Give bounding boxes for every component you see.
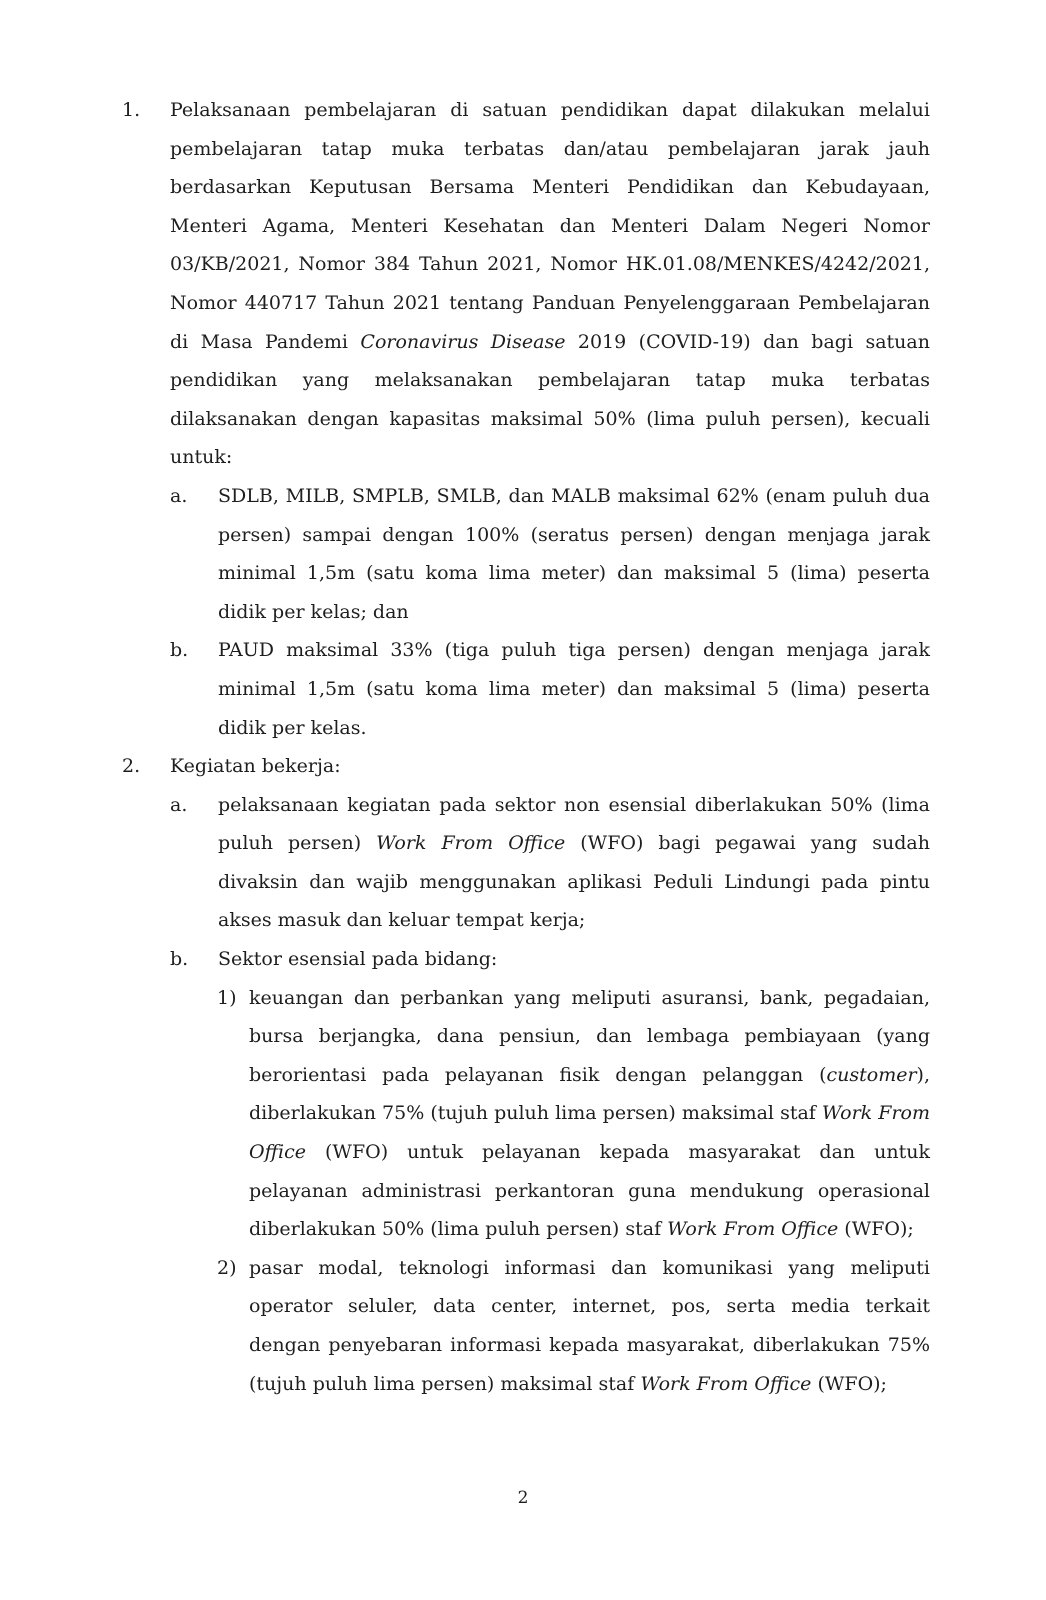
paragraph: Kegiatan bekerja: xyxy=(170,755,341,778)
paragraph xyxy=(249,1249,930,1403)
paragraph-text: pelaksanaan kegiatan pada sektor non esensial diberlakukan 50% (lima puluh persen) xyxy=(218,793,930,855)
italic-term: Work From Office xyxy=(640,1372,812,1395)
italic-term: Work From Office xyxy=(667,1218,839,1241)
list-marker: a. xyxy=(170,793,188,816)
paragraph-text: keuangan dan perbankan yang meliputi asuransi, bank, pegadaian, bursa berjangka, dana pensiun, dan lembaga pembiayaan (yang berorientasi pada pelayanan fisik dengan pelanggan ( xyxy=(249,986,930,1086)
list-marker: b. xyxy=(170,639,189,662)
italic-term: customer xyxy=(826,1063,917,1086)
page-number: 2 xyxy=(517,1488,529,1508)
paragraph xyxy=(170,91,930,477)
paragraph xyxy=(218,786,930,940)
list-marker: b. xyxy=(170,948,189,971)
paragraph-text: HK.01.08/MENKES/4242/2021, Nomor 440717 Tahun 2021 tentang Panduan Penyelenggaraan Pembelajaran di Masa Pandemi xyxy=(170,253,931,353)
italic-term: Coronavirus Disease xyxy=(360,330,566,353)
paragraph-text: Pelaksanaan pembelajaran di satuan pendidikan dapat dilakukan melalui pembelajaran tatap muka terbatas dan/atau pembelajaran jarak jauh berdasarkan Keputusan Bersama Menteri Pendidikan dan Kebudayaan, Menteri Agama, Menteri Kesehatan dan Menteri Dalam Negeri Nomor 03/KB/2021, Nomor 384 Tahun 2021, Nomor xyxy=(170,99,930,276)
list-marker: 1. xyxy=(122,99,141,121)
list-marker: 2. xyxy=(122,755,141,778)
italic-term: Work From Office xyxy=(249,1102,930,1164)
list-marker: a. xyxy=(170,484,188,507)
list-item-1 xyxy=(122,91,930,747)
sub-item-1a xyxy=(122,477,930,631)
italic-term: Work From Office xyxy=(376,832,566,855)
point-2b-1 xyxy=(122,979,930,1249)
sub-item-2a xyxy=(122,786,930,940)
sub-item-2b xyxy=(122,940,930,979)
paragraph xyxy=(249,979,930,1249)
paragraph-text: (WFO); xyxy=(838,1218,914,1241)
sub-item-1b xyxy=(122,631,930,747)
list-marker: 2) xyxy=(217,1256,237,1279)
paragraph: SDLB, MILB, SMPLB, SMLB, dan MALB maksimal 62% (enam puluh dua persen) sampai dengan 100% (seratus persen) dengan menjaga jarak minimal 1,5m (satu koma lima meter) dan maksimal 5 (lima) peserta didik per kelas; dan xyxy=(218,484,930,623)
paragraph-text: (WFO); xyxy=(811,1372,887,1395)
paragraph: PAUD maksimal 33% (tiga puluh tiga persen) dengan menjaga jarak minimal 1,5m (satu koma lima meter) dan maksimal 5 (lima) peserta didik per kelas. xyxy=(218,639,930,739)
paragraph-text: 2019 (COVID-19) dan bagi satuan pendidikan yang melaksanakan pembelajaran tatap muka terbatas dilaksanakan dengan kapasitas maksimal 50% (lima puluh persen), kecuali untuk: xyxy=(170,330,930,469)
paragraph: Sektor esensial pada bidang: xyxy=(218,948,498,971)
document-body xyxy=(122,91,930,1403)
paragraph-text: (WFO) untuk pelayanan kepada masyarakat dan untuk pelayanan administrasi perkantoran guna mendukung operasional diberlakukan 50% (lima puluh persen) staf xyxy=(249,1141,930,1241)
list-marker: 1) xyxy=(217,986,237,1009)
paragraph-text: pasar modal, teknologi informasi dan komunikasi yang meliputi operator seluler, data center, internet, pos, serta media terkait dengan penyebaran informasi kepada masyarakat, diberlakukan 75% (tujuh puluh lima persen) maksimal staf xyxy=(249,1256,930,1395)
point-2b-2 xyxy=(122,1249,930,1403)
list-item-2 xyxy=(122,747,930,786)
paragraph-text: (WFO) bagi pegawai yang sudah divaksin dan wajib menggunakan aplikasi Peduli Lindungi pada pintu akses masuk dan keluar tempat kerja; xyxy=(218,832,930,932)
paragraph-text: ), diberlakukan 75% (tujuh puluh lima persen) maksimal staf xyxy=(249,1063,930,1125)
